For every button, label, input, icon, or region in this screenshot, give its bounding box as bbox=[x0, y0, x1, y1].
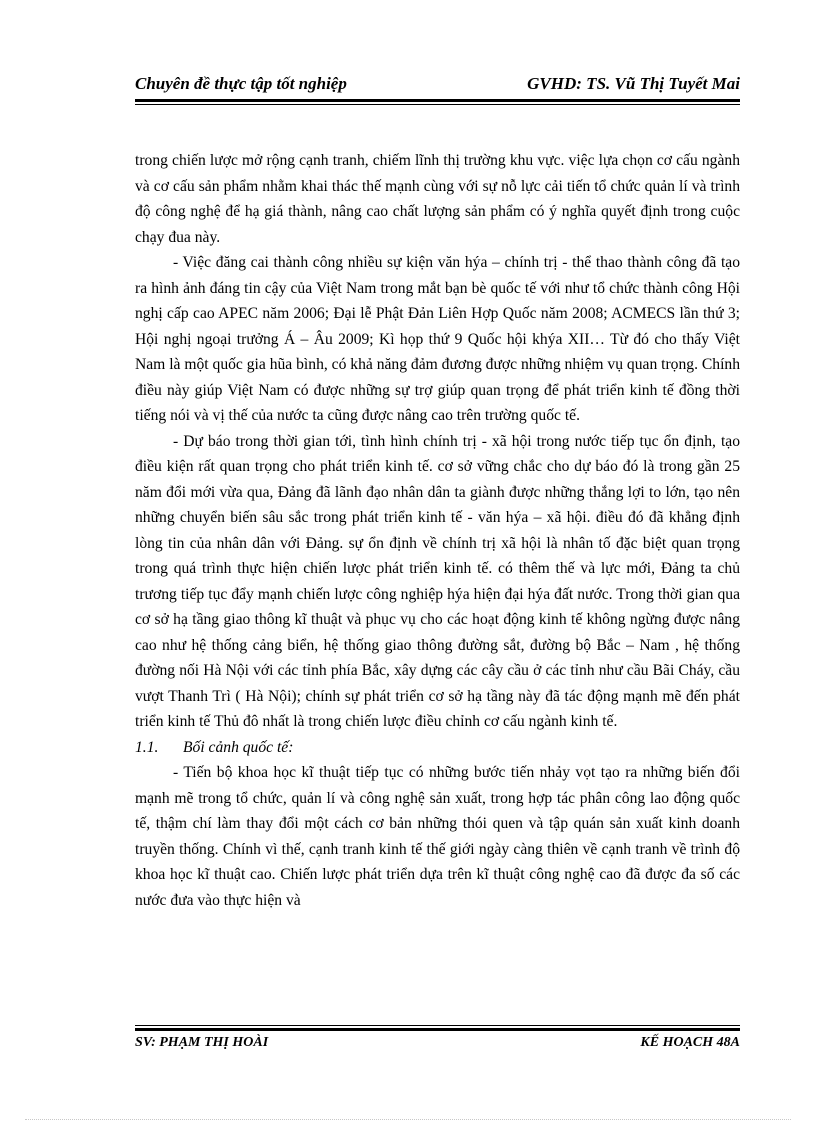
footer-student: SV: PHẠM THỊ HOÀI bbox=[135, 1035, 269, 1050]
page-footer bbox=[135, 1035, 740, 1055]
section-number: 1.1. bbox=[135, 738, 159, 756]
paragraph-4: - Tiến bộ khoa học kĩ thuật tiếp tục có những bước tiến nhảy vọt tạo ra những biến đổi mạnh mẽ trong tổ chức, quản lí và công nghệ sản xuất, trong hợp tác phân công lao động quốc tế, thậm chí làm thay đổi một cách cơ bản những thói quen và tập quán sản xuất kinh doanh truyền thống. Chính vì thế, cạnh tranh kinh tế thế giới ngày càng thiên về cạnh tranh về trình độ khoa học kĩ thuật cao. Chiến lược phát triển dựa trên kĩ thuật công nghệ cao đã được đa số các nước đưa vào thực hiện và bbox=[135, 764, 740, 909]
paragraph-3: - Dự báo trong thời gian tới, tình hình chính trị - xã hội trong nước tiếp tục ổn định, tạo điều kiện rất quan trọng cho phát triển kinh tế. cơ sở vững chắc cho dự báo đó là trong gần 25 năm đổi mới vừa qua, Đảng đã lãnh đạo nhân dân ta giành được những thắng lợi to lớn, tạo nên những chuyển biến sâu sắc trong phát triển kinh tế - văn hýa – xã hội. điều đó đã khẳng định lòng tin của nhân dân với Đảng. sự ổn định về chính trị xã hội là nhân tố đặc biệt quan trọng trong quá trình thực hiện chiến lược phát triển kinh tế. có thêm thế và lực mới, Đảng ta chủ trương tiếp tục đẩy mạnh chiến lược công nghiệp hýa hiện đại hýa đất nước. Trong thời gian qua cơ sở hạ tầng giao thông kĩ thuật và phục vụ cho các hoạt động kinh tế không ngừng được nâng cao như hệ thống cảng biển, hệ thống giao thông đường sắt, đường bộ Bắc – Nam , hệ thống đường nối Hà Nội với các tỉnh phía Bắc, xây dựng các cây cầu ở các tỉnh như cầu Bãi Cháy, cầu vượt Thanh Trì ( Hà Nội); chính sự phát triển cơ sở hạ tầng này đã tác động mạnh mẽ đến phát triển kinh tế Thủ đô nhất là trong chiến lược điều chỉnh cơ cấu ngành kinh tế. bbox=[135, 432, 740, 730]
header-rule bbox=[135, 99, 740, 105]
footer-rule bbox=[135, 1025, 740, 1031]
header-title: Chuyên đề thực tập tốt nghiệp bbox=[135, 74, 347, 93]
document-body bbox=[135, 148, 740, 913]
header-supervisor: GVHD: TS. Vũ Thị Tuyết Mai bbox=[527, 74, 740, 93]
paragraph-1: trong chiến lược mở rộng cạnh tranh, chiếm lĩnh thị trường khu vực. việc lựa chọn cơ cấu ngành và cơ cấu sản phẩm nhằm khai thác thế mạnh cùng với sự nỗ lực cải tiến tổ chức quản lí và trình độ công nghệ để hạ giá thành, nâng cao chất lượng sản phẩm có ý nghĩa quyết định trong cuộc chạy đua này. bbox=[135, 152, 740, 246]
page-header bbox=[135, 74, 740, 96]
footer-class: KẾ HOẠCH 48A bbox=[640, 1035, 740, 1050]
page-edge bbox=[25, 1119, 791, 1120]
paragraph-2: - Việc đăng cai thành công nhiều sự kiện văn hýa – chính trị - thể thao thành công đã tạo ra hình ảnh đáng tin cậy của Việt Nam trong mắt bạn bè quốc tế với như tổ chức thành công Hội nghị cấp cao APEC năm 2006; Đại lễ Phật Đản Liên Hợp Quốc năm 2008; ACMECS lần thứ 3; Hội nghị ngoại trưởng Á – Âu 2009; Kì họp thứ 9 Quốc hội khýa XII… Từ đó cho thấy Việt Nam là một quốc gia hũa bình, có khả năng đảm đương được những nhiệm vụ quan trọng. Chính điều này giúp Việt Nam có được những sự trợ giúp quan trọng để phát triển kinh tế đồng thời tiếng nói và vị thế của nước ta cũng được nâng cao trên trường quốc tế. bbox=[135, 254, 740, 424]
section-title: Bối cảnh quốc tế: bbox=[183, 738, 294, 756]
section-heading bbox=[135, 735, 740, 761]
